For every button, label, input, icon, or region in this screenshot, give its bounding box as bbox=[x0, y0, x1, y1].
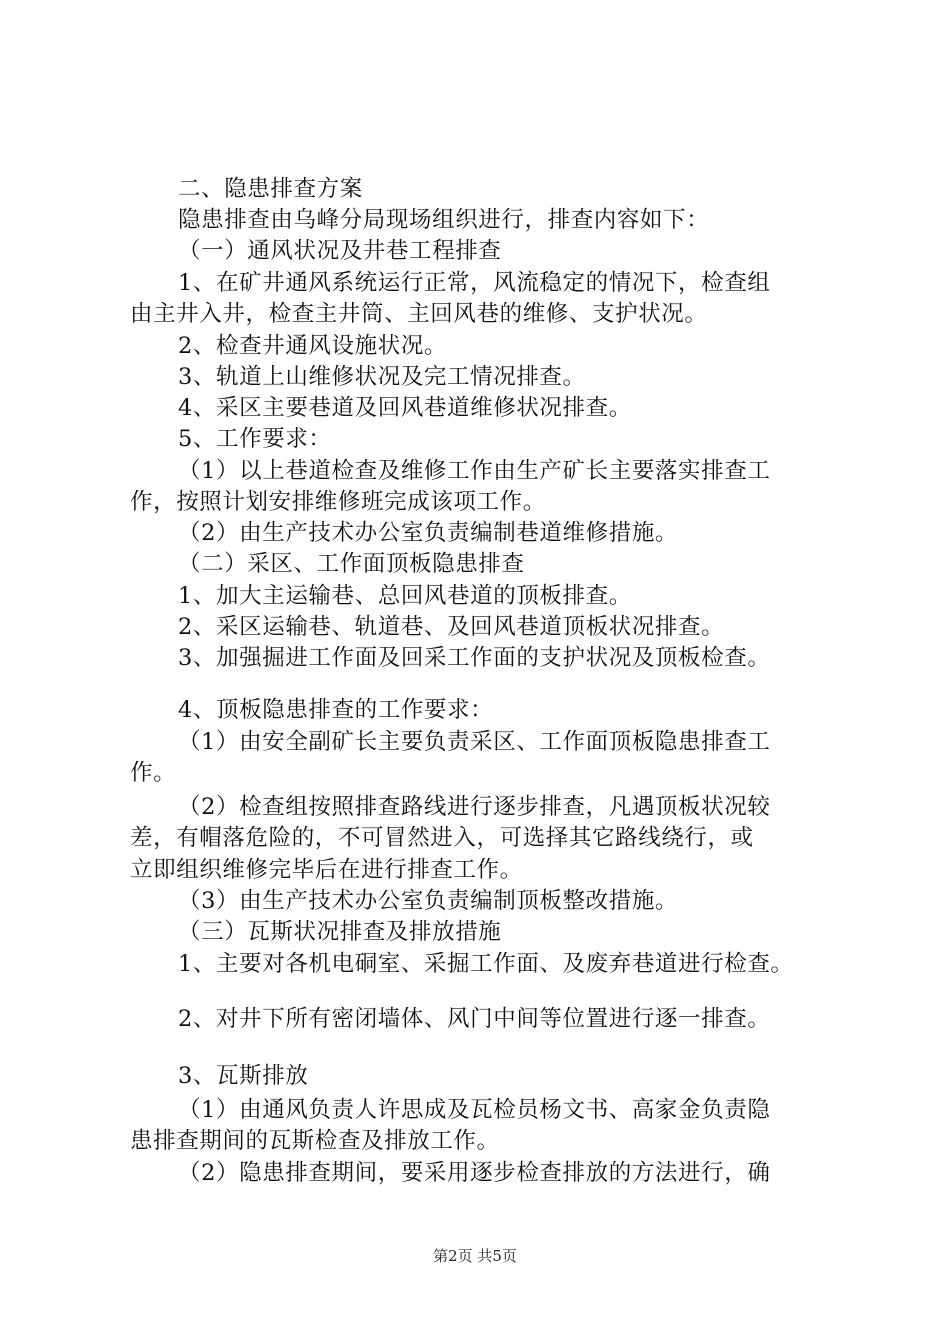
section-heading-hazard-plan: 二、隐患排查方案 bbox=[178, 176, 363, 202]
paragraph-line: 2、采区运输巷、轨道巷、及回风巷道顶板状况排查。 bbox=[178, 614, 725, 640]
paragraph-line: 4、顶板隐患排查的工作要求： bbox=[178, 697, 494, 723]
paragraph-line: 作，按照计划安排维修班完成该项工作。 bbox=[130, 489, 546, 515]
paragraph-line: 5、工作要求： bbox=[178, 426, 332, 452]
paragraph-line: （2）检查组按照排查路线进行逐步排查，凡遇顶板状况较 bbox=[178, 794, 771, 820]
paragraph-line: （1）由安全副矿长主要负责采区、工作面顶板隐患排查工 bbox=[178, 729, 771, 755]
paragraph-line: 1、主要对各机电硐室、采掘工作面、及废弃巷道进行检查。 bbox=[178, 951, 794, 977]
paragraph-line: 患排查期间的瓦斯检查及排放工作。 bbox=[130, 1128, 500, 1154]
paragraph-line: 2、对井下所有密闭墙体、风门中间等位置进行逐一排查。 bbox=[178, 1006, 771, 1032]
paragraph-line: 3、轨道上山维修状况及完工情况排查。 bbox=[178, 364, 586, 390]
paragraph-line: 2、检查井通风设施状况。 bbox=[178, 333, 448, 359]
page-number-footer: 第2页 共5页 bbox=[433, 1247, 517, 1265]
subsection-heading-ventilation: （一）通风状况及井巷工程排查 bbox=[178, 238, 502, 264]
paragraph-line: 4、采区主要巷道及回风巷道维修状况排查。 bbox=[178, 395, 632, 421]
paragraph-line: （3）由生产技术办公室负责编制顶板整改措施。 bbox=[178, 888, 679, 914]
paragraph-line: 作。 bbox=[130, 760, 177, 786]
paragraph-line: 3、加强掘进工作面及回采工作面的支护状况及顶板检查。 bbox=[178, 645, 771, 671]
paragraph-line: （2）隐患排查期间，要采用逐步检查排放的方法进行，确 bbox=[178, 1160, 771, 1186]
paragraph-line: 由主井入井，检查主井筒、主回风巷的维修、支护状况。 bbox=[130, 301, 708, 327]
paragraph-line: 1、在矿井通风系统运行正常，风流稳定的情况下，检查组 bbox=[178, 270, 771, 296]
paragraph-line: （1）由通风负责人许思成及瓦检员杨文书、高家金负责隐 bbox=[178, 1097, 771, 1123]
subsection-heading-roof: （二）采区、工作面顶板隐患排查 bbox=[178, 551, 525, 577]
paragraph-line: 1、加大主运输巷、总回风巷道的顶板排查。 bbox=[178, 583, 632, 609]
paragraph-line: 3、瓦斯排放 bbox=[178, 1063, 309, 1089]
paragraph-line: （2）由生产技术办公室负责编制巷道维修措施。 bbox=[178, 520, 679, 546]
paragraph-line: （1）以上巷道检查及维修工作由生产矿长主要落实排查工 bbox=[178, 458, 771, 484]
paragraph-line: 隐患排查由乌峰分局现场组织进行，排查内容如下： bbox=[178, 207, 710, 233]
subsection-heading-gas: （三）瓦斯状况排查及排放措施 bbox=[178, 919, 502, 945]
paragraph-line: 差，有帽落危险的，不可冒然进入，可选择其它路线绕行，或 bbox=[130, 825, 754, 851]
paragraph-line: 立即组织维修完毕后在进行排查工作。 bbox=[130, 857, 523, 883]
